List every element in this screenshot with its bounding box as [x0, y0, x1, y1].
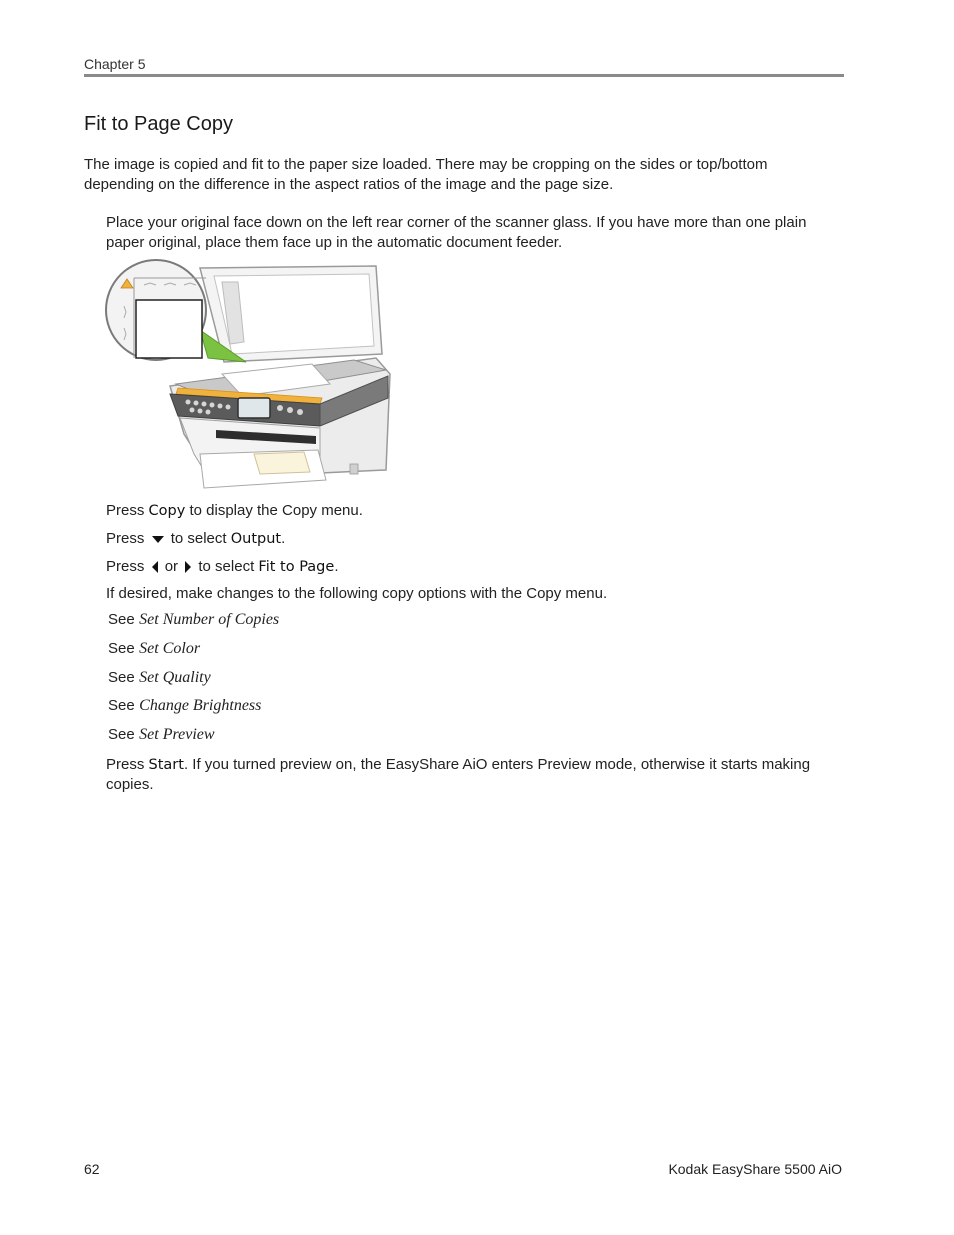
see-text: See [108, 640, 135, 657]
step-if-desired: If desired, make changes to the following copy options with the Copy menu. [106, 585, 608, 602]
period-text: . [334, 558, 339, 575]
step-select-fit-to-page [106, 557, 338, 577]
option-set-number-of-copies [108, 611, 279, 629]
start-button-label: Start [148, 757, 184, 773]
or-text: or [164, 558, 179, 575]
header-rule [84, 74, 844, 77]
left-arrow-icon [152, 561, 158, 573]
fit-to-page-label: Fit to Page [258, 559, 335, 575]
intro-paragraph: The image is copied and fit to the paper size loaded. There may be cropping on the sides or top/bottom depending on the difference in the aspect ratios of the image and the page size. [84, 156, 768, 193]
see-text: See [108, 669, 135, 686]
to-select-text: to select [170, 530, 227, 547]
printer-illustration [104, 258, 394, 496]
option-set-color [108, 640, 200, 658]
option-link[interactable]: Set Quality [139, 669, 211, 686]
page-title: Fit to Page Copy [84, 113, 233, 135]
period-text: . [281, 530, 286, 547]
step-press-start [106, 755, 826, 795]
see-text: See [108, 611, 135, 628]
press-text: Press [106, 502, 145, 519]
option-link[interactable]: Set Color [139, 640, 201, 657]
step-press-copy [106, 501, 363, 521]
product-name: Kodak EasyShare 5500 AiO [668, 1161, 842, 1177]
step-copy-rest: to display the Copy menu. [189, 502, 363, 519]
to-select-text: to select [198, 558, 255, 575]
option-change-brightness [108, 697, 261, 715]
page-number: 62 [84, 1161, 100, 1177]
chapter-label: Chapter 5 [84, 56, 146, 72]
option-set-quality [108, 669, 211, 687]
right-arrow-icon [185, 561, 191, 573]
option-link[interactable]: Set Preview [139, 726, 215, 743]
down-arrow-icon [152, 536, 164, 543]
option-link[interactable]: Change Brightness [139, 697, 262, 714]
output-option-label: Output [230, 531, 282, 547]
copy-button-label: Copy [148, 503, 186, 519]
step-place-original: Place your original face down on the left rear corner of the scanner glass. If you have more than one plain paper original, place them face up in the automatic document feeder. [106, 214, 807, 251]
press-text: Press [106, 530, 145, 547]
step-start-rest: . If you turned preview on, the EasyShare AiO enters Preview mode, otherwise it starts making copies. [106, 756, 811, 793]
option-set-preview [108, 726, 215, 744]
press-text: Press [106, 558, 145, 575]
see-text: See [108, 726, 135, 743]
option-link[interactable]: Set Number of Copies [139, 611, 280, 628]
see-text: See [108, 697, 135, 714]
press-text: Press [106, 756, 145, 773]
step-select-output [106, 529, 285, 549]
